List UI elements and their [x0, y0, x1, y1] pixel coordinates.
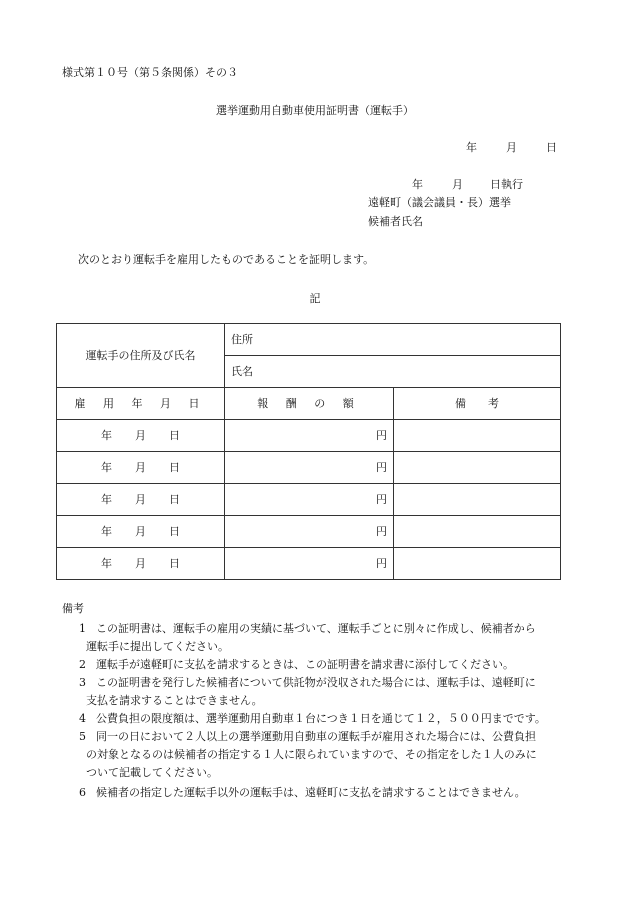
candidate-name-label: 候補者氏名 [368, 215, 423, 228]
form-number: 様式第１０号（第５条関係）その３ [62, 66, 238, 79]
issue-date-year: 年 [466, 141, 477, 154]
table-row [57, 516, 561, 548]
note-text: 公費負担の限度額は、選挙運動用自動車１台につき１日を通じて１２，５００円までです。 [96, 712, 546, 725]
note-text-continued: ついて記載してください。 [86, 766, 218, 779]
note-item [62, 784, 572, 802]
employment-date-cell[interactable] [57, 516, 225, 548]
note-text: 同一の日において２人以上の選挙運動用自動車の運転手が雇用された場合には、公費負担 [96, 730, 536, 743]
address-field[interactable]: 住所 [225, 324, 561, 356]
day-label: 日 [169, 556, 180, 570]
note-number: 6 [79, 786, 86, 799]
table-row-address [57, 324, 561, 356]
certificate-table [56, 323, 561, 580]
note-text-continued: 運転手に提出してください。 [86, 640, 229, 653]
election-date-year: 年 [412, 178, 423, 191]
remuneration-cell[interactable]: 円 [225, 516, 394, 548]
remarks-cell[interactable] [394, 548, 561, 580]
col-header-remarks: 備 考 [394, 388, 561, 420]
election-date-month: 月 [452, 178, 463, 191]
note-number: 1 [79, 622, 86, 635]
name-field[interactable]: 氏名 [225, 356, 561, 388]
year-label: 年 [101, 524, 112, 538]
election-name: 遠軽町（議会議員・長）選挙 [368, 196, 511, 209]
employment-date-cell[interactable] [57, 452, 225, 484]
issue-date-day: 日 [546, 141, 557, 154]
remarks-cell[interactable] [394, 452, 561, 484]
day-label: 日 [169, 460, 180, 474]
remuneration-cell[interactable]: 円 [225, 452, 394, 484]
driver-label-cell: 運転手の住所及び氏名 [57, 324, 225, 388]
employment-date-cell[interactable] [57, 484, 225, 516]
month-label: 月 [135, 492, 146, 506]
note-text: 候補者の指定した運転手以外の運転手は、遠軽町に支払を請求することはできません。 [96, 786, 526, 799]
remarks-cell[interactable] [394, 516, 561, 548]
table-row [57, 420, 561, 452]
remuneration-cell[interactable]: 円 [225, 484, 394, 516]
year-label: 年 [101, 428, 112, 442]
employment-date-cell[interactable] [57, 548, 225, 580]
document-title: 選挙運動用自動車使用証明書（運転手） [216, 104, 414, 117]
remuneration-cell[interactable]: 円 [225, 420, 394, 452]
month-label: 月 [135, 460, 146, 474]
table-row [57, 548, 561, 580]
note-number: 3 [79, 676, 86, 689]
col-header-employment-date: 雇 用 年 月 日 [57, 388, 225, 420]
ki-heading: 記 [309, 292, 321, 305]
note-text: この証明書を発行した候補者について供託物が没収された場合には、運転手は、遠軽町に [96, 676, 536, 689]
issue-date [466, 141, 557, 155]
table-row [57, 452, 561, 484]
day-label: 日 [169, 524, 180, 538]
certification-statement: 次のとおり運転手を雇用したものであることを証明します。 [78, 253, 375, 266]
month-label: 月 [135, 428, 146, 442]
election-date [412, 178, 523, 192]
remuneration-cell[interactable]: 円 [225, 548, 394, 580]
note-item [62, 710, 572, 728]
note-text-continued: の対象となるのは候補者の指定する１人に限られていますので、その指定をした１人のみに [86, 748, 537, 761]
note-number: 5 [79, 730, 86, 743]
note-item [62, 728, 572, 782]
year-label: 年 [101, 556, 112, 570]
note-item [62, 656, 572, 674]
table-row [57, 484, 561, 516]
note-number: 4 [79, 712, 86, 725]
remarks-cell[interactable] [394, 484, 561, 516]
year-label: 年 [101, 492, 112, 506]
note-text: この証明書は、運転手の雇用の実績に基づいて、運転手ごとに別々に作成し、候補者から [96, 622, 536, 635]
note-item [62, 674, 572, 710]
issue-date-month: 月 [506, 141, 517, 154]
day-label: 日 [169, 492, 180, 506]
month-label: 月 [135, 524, 146, 538]
election-date-day: 日執行 [490, 178, 523, 191]
col-header-remuneration: 報 酬 の 額 [225, 388, 394, 420]
remarks-cell[interactable] [394, 420, 561, 452]
month-label: 月 [135, 556, 146, 570]
year-label: 年 [101, 460, 112, 474]
note-text-continued: 支払を請求することはできません。 [86, 694, 263, 707]
note-text: 運転手が遠軽町に支払を請求するときは、この証明書を請求書に添付してください。 [96, 658, 514, 671]
note-item [62, 620, 572, 656]
employment-date-cell[interactable] [57, 420, 225, 452]
day-label: 日 [169, 428, 180, 442]
table-header-row [57, 388, 561, 420]
note-number: 2 [79, 658, 86, 671]
notes-title: 備考 [62, 602, 84, 615]
